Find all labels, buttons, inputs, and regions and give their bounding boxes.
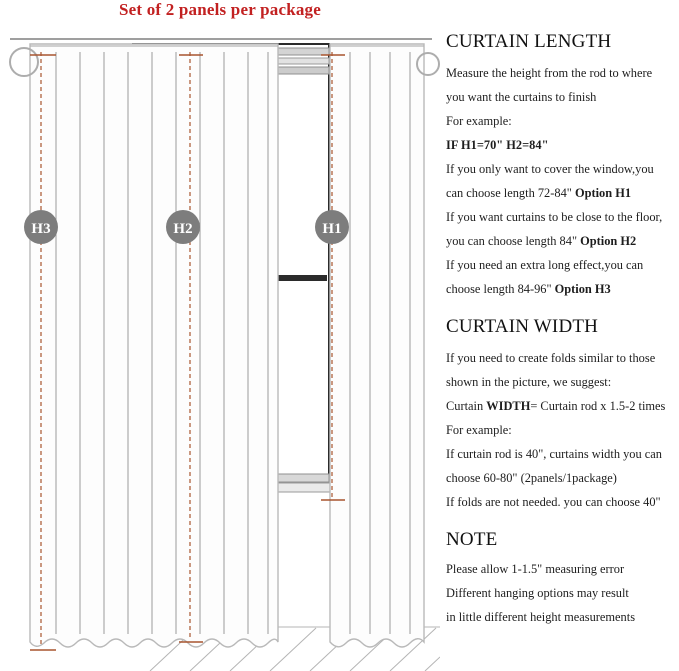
curtain-measurement-diagram — [0, 22, 440, 671]
instruction-line — [446, 229, 679, 253]
body-text: can choose length 72-84" — [446, 185, 575, 200]
section-lines-note — [446, 557, 679, 629]
label-h2-text: H2 — [173, 221, 193, 237]
body-text: For example: — [446, 422, 512, 437]
instruction-line — [446, 605, 679, 629]
instruction-line — [446, 157, 679, 181]
instruction-line — [446, 394, 679, 418]
body-text: If curtain rod is 40", curtains width you can — [446, 446, 662, 461]
body-text: Measure the height from the rod to where — [446, 65, 653, 80]
section-heading-curtain-length: CURTAIN LENGTH — [446, 31, 612, 52]
body-text: Different hanging options may result — [446, 585, 629, 600]
curtain-panel-left — [30, 44, 278, 647]
section-lines-curtain-length — [446, 61, 679, 301]
instruction-line — [446, 557, 679, 581]
body-text: Curtain — [446, 398, 487, 413]
instruction-line — [446, 581, 679, 605]
emphasis-text: Option H2 — [580, 233, 637, 248]
page-title: Set of 2 panels per package — [118, 0, 321, 19]
body-text: For example: — [446, 113, 512, 128]
label-h3-text: H3 — [31, 221, 51, 237]
section-heading-curtain-width: CURTAIN WIDTH — [446, 315, 599, 337]
body-text: = Curtain rod x 1.5-2 times — [530, 398, 666, 413]
section-heading-note: NOTE — [446, 528, 498, 550]
body-text: choose length 84-96" — [446, 281, 555, 296]
body-text: you want the curtains to finish — [446, 89, 597, 104]
section-curtain-length — [446, 32, 679, 301]
body-text: If folds are not needed. you can choose 40" — [446, 494, 661, 509]
body-text: Please allow 1-1.5" measuring error — [446, 561, 625, 576]
section-lines-curtain-width — [446, 346, 679, 514]
instruction-line — [446, 85, 679, 109]
body-text: If you want curtains to be close to the floor, — [446, 209, 663, 224]
instructions-column — [446, 32, 679, 671]
instruction-line — [446, 61, 679, 85]
emphasis-text: IF H1=70" H2=84" — [446, 137, 549, 152]
label-badge-h1 — [315, 210, 349, 244]
body-text: you can choose length 84" — [446, 233, 581, 248]
body-text: If you only want to cover the window,you — [446, 161, 654, 176]
instruction-line — [446, 133, 679, 157]
body-text: in little different height measurements — [446, 609, 636, 624]
label-badge-h2 — [166, 210, 200, 244]
instruction-line — [446, 418, 679, 442]
instruction-line — [446, 205, 679, 229]
instruction-line — [446, 109, 679, 133]
curtain-panel-right — [330, 44, 424, 647]
instruction-line — [446, 370, 679, 394]
instruction-line — [446, 346, 679, 370]
body-text: If you need an extra long effect,you can — [446, 257, 644, 272]
section-note — [446, 530, 679, 629]
section-curtain-width — [446, 317, 679, 514]
label-badge-h3 — [24, 210, 58, 244]
diagram-svg — [0, 22, 440, 671]
label-h1-text: H1 — [322, 221, 342, 237]
emphasis-text: Option H1 — [574, 185, 632, 200]
instruction-line — [446, 466, 679, 490]
emphasis-text: Option H3 — [554, 281, 611, 296]
instruction-line — [446, 490, 679, 514]
instruction-line — [446, 277, 679, 301]
instruction-line — [446, 181, 679, 205]
body-text: If you need to create folds similar to those — [446, 350, 656, 365]
body-text: shown in the picture, we suggest: — [446, 374, 612, 389]
emphasis-text: WIDTH — [486, 398, 531, 413]
body-text: choose 60-80" (2panels/1package) — [446, 470, 617, 485]
instruction-line — [446, 442, 679, 466]
instruction-line — [446, 253, 679, 277]
